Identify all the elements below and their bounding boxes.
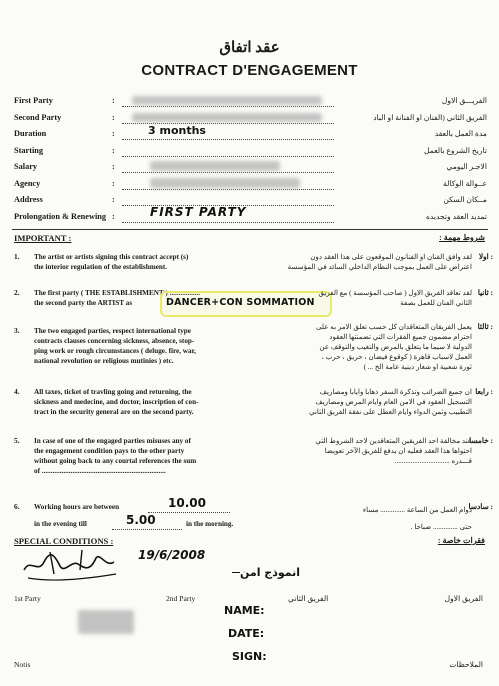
handwritten-role: DANCER+CON SOMMATION: [166, 297, 315, 308]
working-hours-till-label: in the evening till: [34, 520, 87, 528]
handwritten-arabic-note: انموذج امن: [240, 566, 301, 579]
field-label-en: Salary: [14, 162, 38, 171]
clause-text-en: The two engaged parties, respect international type contracts clauses concerning sickness, absence, stop- ping work or rough circumstances ( deluge. fire, war, national revolution or religious mutinies ) etc.: [34, 327, 196, 365]
redacted-value: [150, 178, 300, 188]
title-arabic: عقد اتفاق: [219, 40, 280, 56]
clause-number-ar: سادسا :: [468, 502, 493, 511]
field-colon: :: [112, 113, 115, 122]
handwritten-dash: [232, 572, 240, 573]
clause-number: 2.: [14, 288, 20, 297]
field-label-ar: عــوالة الوكالة: [443, 179, 487, 188]
clause-text-en: All taxes, ticket of travling going and returning, the sickness and medecine, and doctor, inscription of con- tract in the security general are on the second party.: [34, 388, 199, 416]
clause-number-ar: رابعا :: [475, 387, 493, 396]
notes-label-ar: الملاحظات: [449, 660, 483, 669]
field-dotted-line: [122, 172, 334, 173]
field-dotted-line: [122, 189, 334, 190]
handwritten-prolongation: FIRST PARTY: [150, 205, 247, 219]
clause-number: 1.: [14, 252, 20, 261]
second-party-signature-label-ar: الفريق الثاني: [288, 594, 329, 603]
notes-label: Notis: [14, 660, 31, 669]
clause-text-ar: يعمل الفريقان المتعاقدان كل حسب تعلق الامر به على احترام مضمون جميع الفقرات التي تضمنتها العقود الدولية لا سيما ما يتعلق بالمرض والتغيب والتوقف عن العمل لاسباب قاهرة ( كوقوع فيضان ، حريق ، حرب ، ثورة شعبية او شغار دينية عامة الخ ... ): [316, 323, 472, 371]
field-label-ar: الفريـــق الاول: [441, 96, 487, 105]
field-label-ar: مــكان السكن: [443, 195, 487, 204]
arabic-handwriting-scribble: [20, 544, 130, 584]
field-dotted-line: [122, 156, 334, 157]
field-colon: :: [112, 129, 115, 138]
redacted-value: [132, 113, 322, 122]
field-label-ar: الفريق الثاني (الفنان او الفنانة او الباد: [373, 113, 487, 122]
first-party-signature-label: 1st Party: [14, 594, 41, 603]
hours-from-dotted-line: [148, 512, 230, 513]
field-colon: :: [112, 179, 115, 188]
redacted-value: [132, 96, 322, 105]
field-colon: :: [112, 212, 115, 221]
field-label-ar: تمديد العقد وتجديده: [425, 212, 487, 221]
redacted-signature: [78, 610, 134, 634]
clause-number: 4.: [14, 387, 20, 396]
handwritten-sign-label: SIGN:: [232, 650, 267, 663]
clause-text-en: The first party ( THE ESTABLISHMENT ) ................. the second party the ARTIST as: [34, 289, 201, 307]
field-label-en: Agency: [14, 179, 41, 188]
handwritten-date-label: DATE:: [228, 627, 265, 640]
special-conditions-heading-en: SPECIAL CONDITIONS :: [14, 536, 114, 546]
clause-text-ar: عند مخالفة احد الفريقين المتعاقدين لاحد الشروط التي احتواها هذا العقد فعليه ان يدفع للفريق الآخر تعويضا قـــدره ...............................: [315, 437, 472, 465]
handwritten-name-label: NAME:: [224, 604, 265, 617]
field-dotted-line: [122, 139, 334, 140]
field-dotted-line: [122, 222, 334, 223]
clause-number-ar: ثالثا :: [477, 322, 493, 331]
clause-text-en: The artist or artists signing this contract accept (s) the interior regulation of the establishment.: [34, 253, 189, 271]
first-party-signature-label-ar: الفريق الاول: [444, 594, 483, 603]
title-english: CONTRACT D'ENGAGEMENT: [141, 62, 358, 79]
field-colon: :: [112, 96, 115, 105]
clause-text-ar: دوام العمل من الساعة .............. مساء حتى .............. صباحا .: [362, 506, 472, 531]
handwritten-hours-till: 5.00: [126, 513, 156, 527]
field-colon: :: [112, 162, 115, 171]
field-label-en: Second Party: [14, 113, 62, 122]
clause-number-ar: ثانيا :: [477, 288, 493, 297]
clause-text-ar: لقد وافق الفنان او الفنانون الموقعون على هذا العقد دون اعتراض على العمل بموجب النظام الداخلي السائد في المؤسسة: [287, 253, 472, 271]
separator-line: [12, 229, 488, 230]
important-heading-ar: شروط مهمة :: [439, 233, 485, 242]
working-hours-from-label: Working hours are between: [34, 503, 120, 511]
hours-till-dotted-line: [112, 529, 182, 530]
field-label-en: Starting: [14, 146, 44, 155]
special-conditions-heading-ar: فقرات خاصة :: [437, 536, 485, 545]
second-party-signature-label: 2nd Party: [166, 594, 196, 603]
important-heading-en: IMPORTANT :: [14, 233, 72, 243]
clause-number-ar: خامسا :: [469, 436, 493, 445]
field-label-en: Duration: [14, 129, 47, 138]
clause-number-ar: اولا :: [478, 252, 493, 261]
handwritten-duration: 3 months: [148, 124, 206, 137]
field-label-en: Address: [14, 195, 43, 204]
handwritten-date: 19/6/2008: [138, 548, 206, 562]
field-label-ar: مدة العمل بالعقد: [434, 129, 487, 138]
field-colon: :: [112, 146, 115, 155]
field-dotted-line: [122, 106, 334, 107]
clause-number: 5.: [14, 436, 20, 445]
field-colon: :: [112, 195, 115, 204]
clause-text-ar: لقد تعاقد الفريق الاول ( صاحب المؤسسة ) مع الفريق الثاني الفنان للعمل بصفة: [318, 289, 472, 307]
handwritten-hours-from: 10.00: [168, 496, 206, 510]
clause-text-en: In case of one of the engaged parties misuses any of the engagement condition pays to the other party without going back to any courtal references the sum of .....................................................................: [34, 437, 197, 475]
field-label-en: Prolongation & Renewing: [14, 212, 107, 221]
working-hours-morning-label: in the morning.: [186, 520, 234, 528]
clause-number: 6.: [14, 502, 20, 511]
field-label-ar: تاريخ الشروع بالعمل: [423, 146, 487, 155]
field-label-ar: الاجـر اليومي: [446, 162, 487, 171]
redacted-value: [150, 161, 280, 171]
field-label-en: First Party: [14, 96, 53, 105]
clause-text-ar: ان جميع الضرائب وتذكرة السفر ذهابا وايابا ومصاريف التسجيل العقود في الامن العام وايام المرض ومصاريف التطبيب وثمن الدواء وايام العطل على نفقة الفريق الثاني: [309, 388, 472, 416]
clause-number: 3.: [14, 326, 20, 335]
